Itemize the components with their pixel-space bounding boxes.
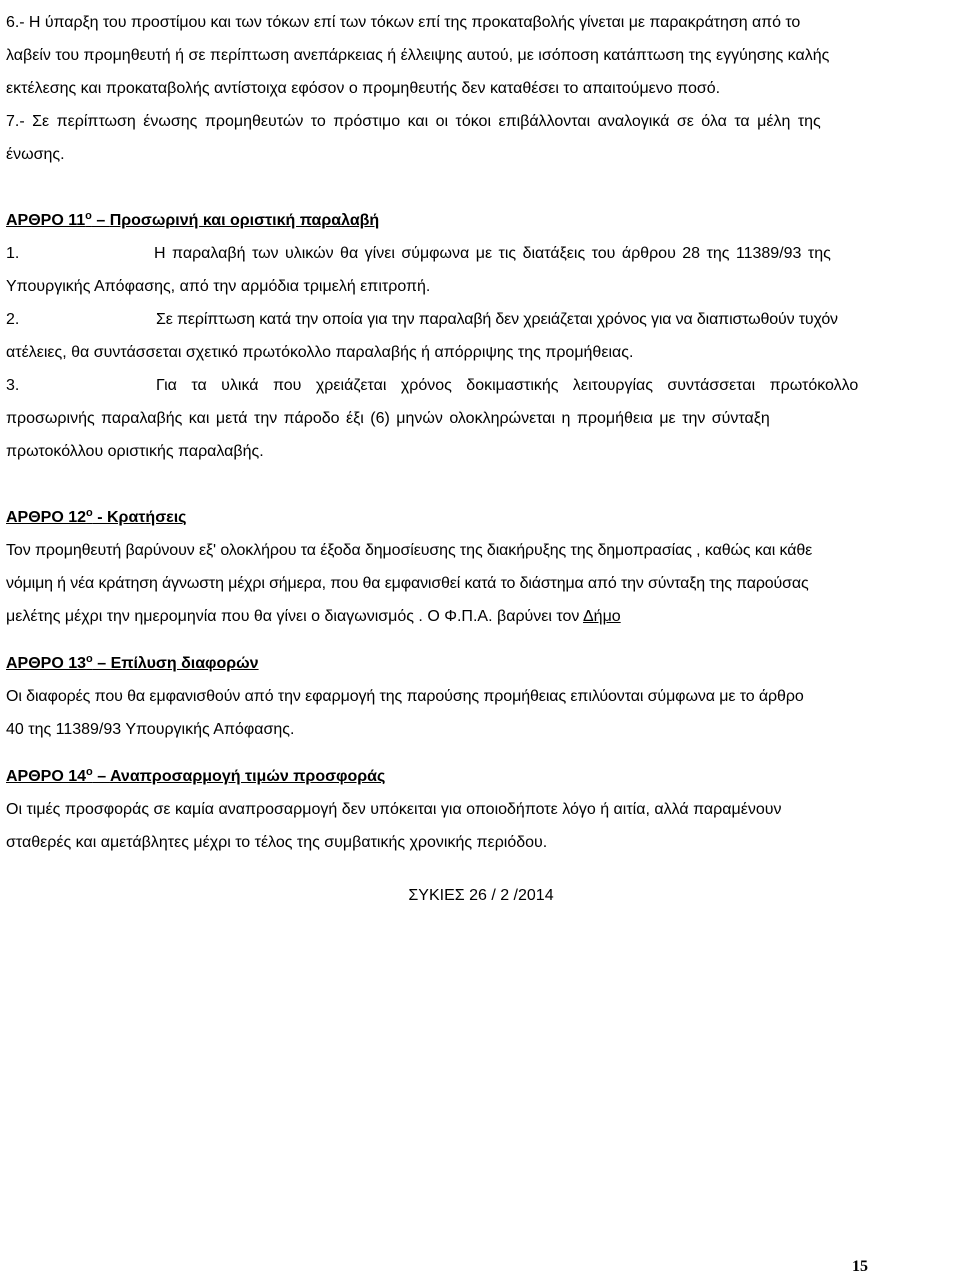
- text-line: εκτέλεσης και προκαταβολής αντίστοιχα εφόσον ο προμηθευτής δεν καταθέσει το απαιτούμενο ποσό.: [6, 80, 721, 97]
- article-11-heading: ΑΡΘΡΟ $11^o$ – Προσωρινή και οριστική παραλαβή: [6, 210, 380, 229]
- article-11-item-3: [6, 369, 956, 468]
- text-line: 1. Η παραλαβή των υλικών θα γίνει σύμφωνα με τις διατάξεις του άρθρου 28 της 11389/93 της: [6, 245, 831, 262]
- page-number: 15: [852, 1258, 868, 1275]
- text-line: μελέτης μέχρι την ημερομηνία που θα γίνει ο διαγωνισμός . Ο Φ.Π.Α. βαρύνει τον Δήμο: [6, 608, 621, 625]
- article-11-item-1: [6, 237, 956, 303]
- article-13-body: [6, 680, 956, 746]
- text-line: 2. Σε περίπτωση κατά την οποία για την παραλαβή δεν χρειάζεται χρόνος για να διαπιστωθούν τυχόν: [6, 311, 838, 328]
- text-line: 3. Για τα υλικά που χρειάζεται χρόνος δοκιμαστικής λειτουργίας συντάσσεται πρωτόκολλο: [6, 377, 859, 394]
- text-line: λαβείν του προμηθευτή ή σε περίπτωση ανεπάρκειας ή έλλειψης αυτού, με ισόποση κατάπτωση της εγγύησης καλής: [6, 47, 830, 64]
- text-line: νόμιμη ή νέα κράτηση άγνωστη μέχρι σήμερα, που θα εμφανισθεί κατά το διάστημα από την σύνταξη της παρούσας: [6, 575, 809, 592]
- document-page: [6, 0, 956, 912]
- article-14-body: [6, 793, 956, 859]
- text-line: σταθερές και αμετάβλητες μέχρι το τέλος της συμβατικής χρονικής περιόδου.: [6, 834, 548, 851]
- text-line: ένωσης.: [6, 146, 65, 163]
- text-line: 40 της 11389/93 Υπουργικής Απόφασης.: [6, 721, 295, 738]
- article-13-heading: ΑΡΘΡΟ $13^o$ – Επίλυση διαφορών: [6, 653, 259, 672]
- text-line: προσωρινής παραλαβής και μετά την πάροδο έξι (6) μηνών ολοκληρώνεται η προμήθεια με την σύνταξη: [6, 410, 770, 427]
- text-line: Υπουργικής Απόφασης, από την αρμόδια τριμελή επιτροπή.: [6, 278, 431, 295]
- text-line: Οι τιμές προσφοράς σε καμία αναπροσαρμογή δεν υπόκειται για οποιοδήποτε λόγο ή αιτία, αλλά παραμένουν: [6, 801, 782, 818]
- text-line: Τον προμηθευτή βαρύνουν εξ' ολοκλήρου τα έξοδα δημοσίευσης της διακήρυξης της δημοπρασίας , καθώς και κάθε: [6, 542, 813, 559]
- text-line: πρωτοκόλλου οριστικής παραλαβής.: [6, 443, 264, 460]
- article-11-item-2: [6, 303, 956, 369]
- text-line: 7.- Σε περίπτωση ένωσης προμηθευτών το πρόστιμο και οι τόκοι επιβάλλονται αναλογικά σε όλα τα μέλη της: [6, 113, 821, 130]
- text-line: ατέλειες, θα συντάσσεται σχετικό πρωτόκολλο παραλαβής ή απόρριψης της προμήθειας.: [6, 344, 634, 361]
- paragraph-7: [6, 105, 956, 171]
- paragraph-6: [6, 6, 956, 105]
- text-line: Οι διαφορές που θα εμφανισθούν από την εφαρμογή της παρούσης προμήθειας επιλύονται σύμφωνα με το άρθρο: [6, 688, 804, 705]
- underlined-word: Δήμο: [582, 608, 621, 625]
- text-line: 6.- Η ύπαρξη του προστίμου και των τόκων επί των τόκων επί της προκαταβολής γίνεται με παρακράτηση από το: [6, 14, 801, 31]
- article-12-body: [6, 534, 956, 633]
- signature-date: ΣΥΚΙΕΣ 26 / 2 /2014: [408, 887, 554, 904]
- article-14-heading: ΑΡΘΡΟ $14^o$ – Αναπροσαρμογή τιμών προσφοράς: [6, 766, 386, 785]
- article-12-heading: ΑΡΘΡΟ $12^o$ - Κρατήσεις: [6, 507, 187, 526]
